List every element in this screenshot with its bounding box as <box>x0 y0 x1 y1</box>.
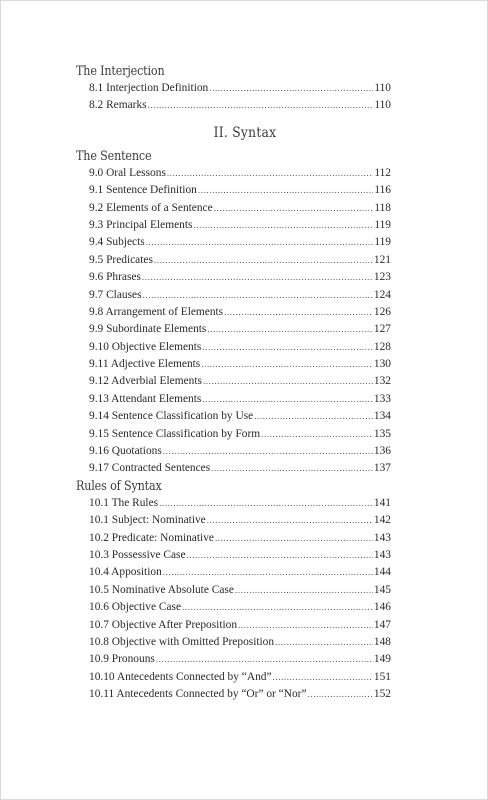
toc-entry-label: 10.8 Objective with Omitted Preposition <box>89 635 275 648</box>
dot-leader <box>182 599 373 616</box>
toc-entry <box>89 530 391 547</box>
toc-entry-page-number: 137 <box>373 462 391 475</box>
toc-entry-page-number: 134 <box>373 410 391 423</box>
part-heading-syntax: II. Syntax <box>213 124 277 141</box>
toc-entry-page-number: 143 <box>373 548 391 561</box>
toc-entry-page-number: 143 <box>373 531 391 544</box>
dot-leader <box>163 443 373 460</box>
toc-entry-label: 8.2 Remarks <box>89 99 147 112</box>
dot-leader <box>207 512 373 529</box>
toc-list-sentence <box>1 165 488 478</box>
toc-entry-page-number: 141 <box>373 496 391 509</box>
dot-leader <box>146 234 374 251</box>
toc-entry <box>89 634 391 651</box>
toc-entry <box>89 460 391 477</box>
toc-entry-page-number: 116 <box>374 184 391 197</box>
dot-leader <box>275 634 373 651</box>
toc-entry <box>89 547 391 564</box>
toc-entry <box>89 391 391 408</box>
toc-entry-label: 9.8 Arrangement of Elements <box>89 305 224 318</box>
dot-leader <box>238 617 373 634</box>
toc-entry <box>89 287 391 304</box>
dot-leader <box>198 182 373 199</box>
toc-entry <box>89 686 391 703</box>
dot-leader <box>211 460 373 477</box>
toc-entry-page-number: 112 <box>374 166 391 179</box>
dot-leader <box>154 252 373 269</box>
toc-entry <box>89 339 391 356</box>
toc-entry <box>89 408 391 425</box>
dot-leader <box>308 686 373 703</box>
toc-entry-page-number: 130 <box>373 358 391 371</box>
toc-content <box>1 63 488 704</box>
toc-entry-page-number: 142 <box>373 514 391 527</box>
toc-entry-page-number: 110 <box>374 82 391 94</box>
toc-entry-label: 9.1 Sentence Definition <box>89 184 197 197</box>
toc-entry <box>89 443 391 460</box>
toc-entry <box>89 564 391 581</box>
toc-entry <box>89 234 391 251</box>
toc-entry <box>89 217 391 234</box>
toc-entry <box>89 599 391 616</box>
dot-leader <box>202 391 373 408</box>
dot-leader <box>156 651 373 668</box>
toc-entry-label: 9.15 Sentence Classification by Form <box>89 427 261 440</box>
toc-entry-label: 10.1 The Rules <box>89 496 159 509</box>
dot-leader <box>207 321 373 338</box>
toc-entry-label: 9.2 Elements of a Sentence <box>89 201 213 214</box>
toc-entry <box>89 182 391 199</box>
toc-entry-label: 10.6 Objective Case <box>89 601 182 614</box>
section-heading-rules-of-syntax: Rules of Syntax <box>76 478 162 494</box>
toc-entry-page-number: 147 <box>373 618 391 631</box>
toc-entry-page-number: 145 <box>373 583 391 596</box>
toc-entry-label: 10.1 Subject: Nominative <box>89 514 206 527</box>
section-heading-interjection: The Interjection <box>76 64 165 79</box>
toc-entry-page-number: 118 <box>374 201 391 214</box>
toc-entry-label: 8.1 Interjection Definition <box>89 82 209 94</box>
toc-entry-label: 10.4 Apposition <box>89 566 162 579</box>
toc-entry-label: 10.7 Objective After Preposition <box>89 618 238 631</box>
toc-entry <box>89 495 391 512</box>
toc-entry <box>89 200 391 217</box>
toc-entry <box>89 512 391 529</box>
toc-entry-page-number: 127 <box>373 323 391 336</box>
toc-entry-label: 9.6 Phrases <box>89 271 141 284</box>
toc-entry <box>89 80 391 97</box>
dot-leader <box>261 426 373 443</box>
dot-leader <box>148 97 374 114</box>
toc-entry <box>89 321 391 338</box>
toc-list-interjection <box>1 80 488 115</box>
toc-entry <box>89 356 391 373</box>
toc-entry-label: 9.0 Oral Lessons <box>89 166 166 179</box>
dot-leader <box>273 669 373 686</box>
toc-entry-label: 9.10 Objective Elements <box>89 340 202 353</box>
toc-entry <box>89 97 391 114</box>
dot-leader <box>209 80 373 97</box>
dot-leader <box>224 304 373 321</box>
toc-entry-page-number: 152 <box>373 688 391 701</box>
dot-leader <box>214 200 374 217</box>
dot-leader <box>215 530 373 547</box>
toc-entry-label: 9.7 Clauses <box>89 288 142 301</box>
toc-entry <box>89 651 391 668</box>
toc-entry-label: 9.13 Attendant Elements <box>89 392 202 405</box>
dot-leader <box>193 217 373 234</box>
toc-entry-page-number: 132 <box>373 375 391 388</box>
toc-list-rules <box>1 495 488 704</box>
dot-leader <box>201 356 373 373</box>
toc-entry <box>89 252 391 269</box>
dot-leader <box>187 547 373 564</box>
toc-entry-label: 9.17 Contracted Sentences <box>89 462 211 475</box>
toc-entry-page-number: 119 <box>374 236 391 249</box>
toc-entry-page-number: 121 <box>373 253 391 266</box>
section-heading-sentence: The Sentence <box>76 148 152 164</box>
toc-entry <box>89 165 391 182</box>
toc-entry-page-number: 148 <box>373 635 391 648</box>
dot-leader <box>254 408 373 425</box>
toc-entry <box>89 269 391 286</box>
toc-entry-page-number: 144 <box>373 566 391 579</box>
toc-entry <box>89 617 391 634</box>
dot-leader <box>235 582 373 599</box>
toc-entry-label: 9.12 Adverbial Elements <box>89 375 202 388</box>
toc-entry <box>89 373 391 390</box>
toc-entry-page-number: 149 <box>373 653 391 666</box>
toc-entry-page-number: 136 <box>373 445 391 458</box>
toc-entry-page-number: 151 <box>373 670 391 683</box>
toc-entry-page-number: 133 <box>373 392 391 405</box>
toc-entry-page-number: 110 <box>374 99 391 112</box>
toc-entry-label: 10.11 Antecedents Connected by “Or” or “Nor” <box>89 688 307 701</box>
toc-entry-page-number: 128 <box>373 340 391 353</box>
toc-entry-label: 9.14 Sentence Classification by Use <box>89 410 254 423</box>
toc-entry <box>89 304 391 321</box>
toc-entry-label: 9.11 Adjective Elements <box>89 358 201 371</box>
toc-entry-label: 10.2 Predicate: Nominative <box>89 531 214 544</box>
toc-entry-page-number: 135 <box>373 427 391 440</box>
toc-entry-label: 10.5 Nominative Absolute Case <box>89 583 234 596</box>
toc-entry <box>89 669 391 686</box>
toc-entry-page-number: 119 <box>374 218 391 231</box>
toc-entry-label: 9.9 Subordinate Elements <box>89 323 207 336</box>
dot-leader <box>142 269 373 286</box>
toc-entry-label: 10.9 Pronouns <box>89 653 155 666</box>
dot-leader <box>163 564 373 581</box>
toc-entry-label: 9.3 Principal Elements <box>89 218 193 231</box>
toc-entry-page-number: 126 <box>373 305 391 318</box>
toc-entry-page-number: 123 <box>373 271 391 284</box>
toc-entry-label: 9.5 Predicates <box>89 253 153 266</box>
dot-leader <box>203 373 373 390</box>
dot-leader <box>167 165 373 182</box>
toc-entry-page-number: 124 <box>373 288 391 301</box>
dot-leader <box>202 339 373 356</box>
toc-entry-label: 9.16 Quotations <box>89 445 162 458</box>
dot-leader <box>143 287 373 304</box>
toc-entry-label: 9.4 Subjects <box>89 236 145 249</box>
toc-entry-page-number: 146 <box>373 601 391 614</box>
toc-entry-label: 10.3 Possessive Case <box>89 548 186 561</box>
toc-entry <box>89 582 391 599</box>
toc-entry <box>89 426 391 443</box>
toc-entry-label: 10.10 Antecedents Connected by “And” <box>89 670 272 683</box>
dot-leader <box>159 495 373 512</box>
